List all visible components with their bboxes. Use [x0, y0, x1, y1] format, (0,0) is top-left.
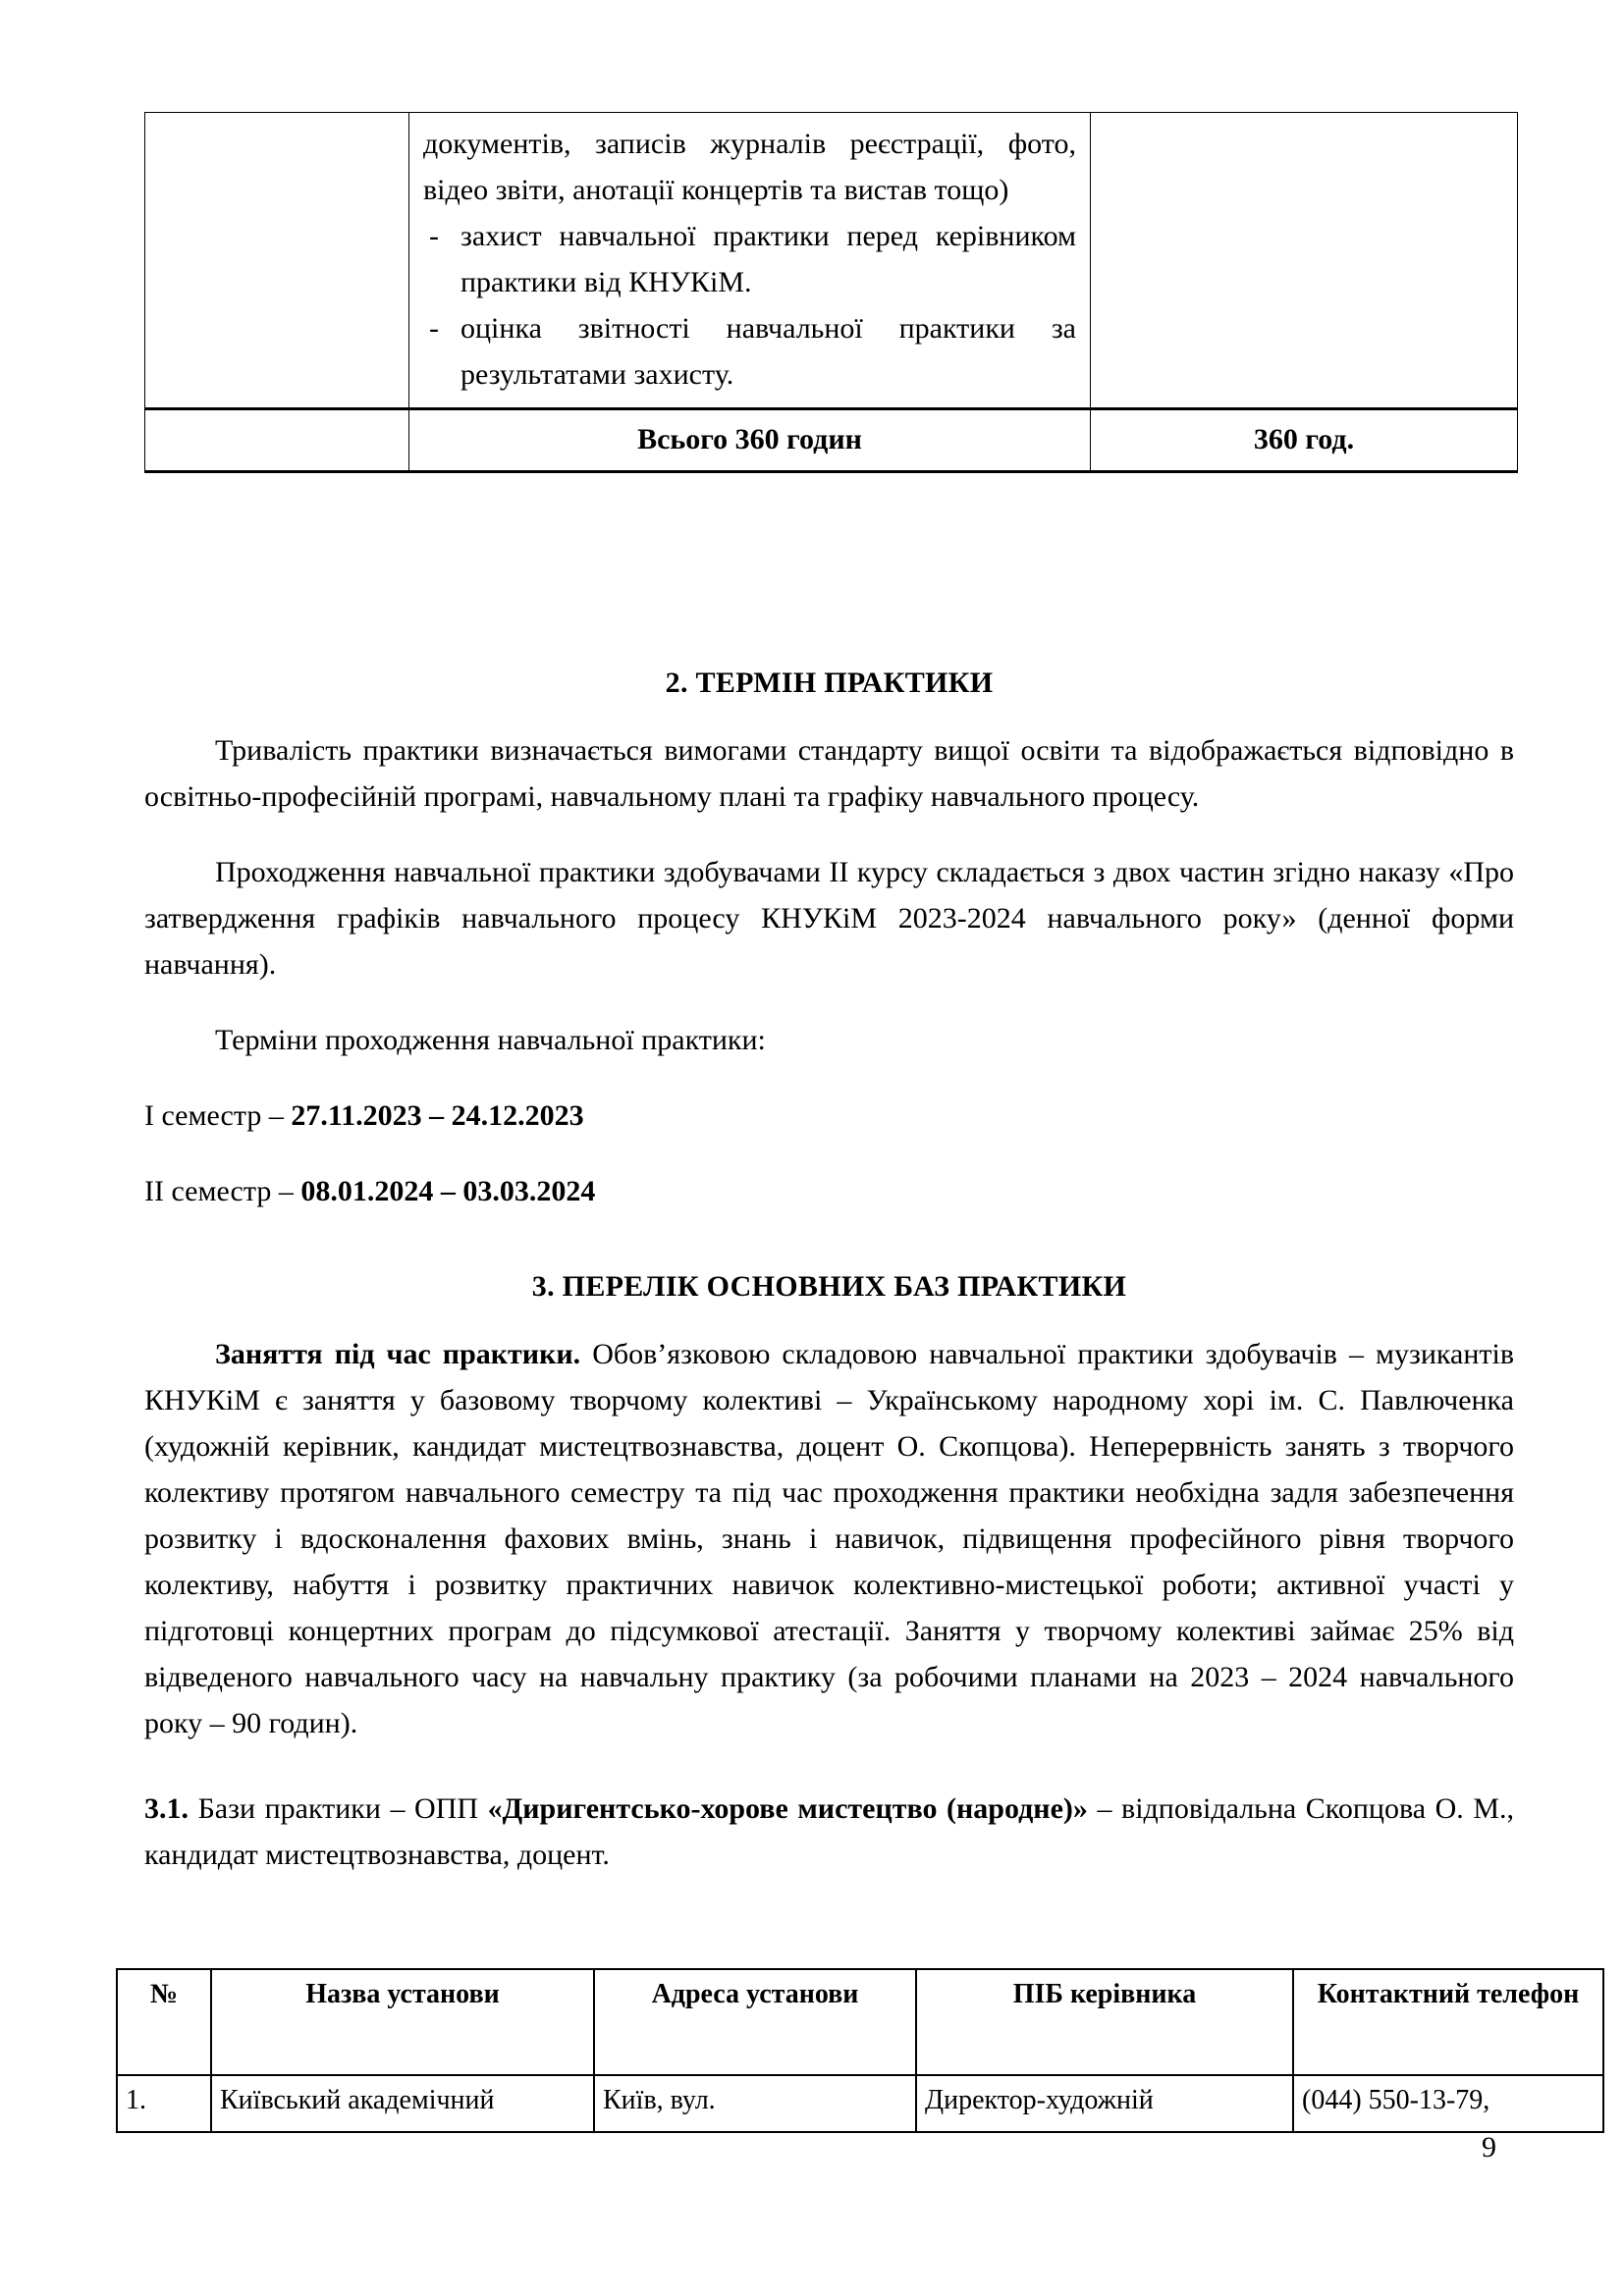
cell-supervisor-name: Директор-художній [916, 2075, 1293, 2132]
content-lead-text: документів, записів журналів реєстрації, фото, відео звіти, анотації концертів та вистав тощо) [423, 128, 1076, 206]
section-2-paragraph-1: Тривалість практики визначається вимогами стандарту вищої освіти та відображається відповідно в освітньо-професійній програмі, навчальному плані та графіку навчального процесу. [144, 734, 1514, 813]
term-semester-1-dates: 27.11.2023 – 24.12.2023 [291, 1099, 584, 1132]
table-header-row [117, 1969, 1603, 2075]
page-number: 9 [1482, 2131, 1496, 2163]
list-item: - оцінка звітності навчальної практики за результатами захисту. [423, 305, 1076, 398]
cell-institution-name: Київський академічний [211, 2075, 594, 2132]
subsection-3-1-text-after: – відповідальна Скопцова О. М., кандидат мистецтвознавства, доцент. [144, 1792, 1514, 1871]
term-semester-2-label: ІІ семестр – [144, 1175, 301, 1207]
total-label: Всього 360 годин [409, 409, 1091, 472]
section-2-paragraph-2: Проходження навчальної практики здобувачами ІІ курсу складається з двох частин згідно наказу «Про затвердження графіків навчального процесу КНУКіМ 2023-2024 навчального року» (денної форми навчання). [144, 856, 1514, 981]
subsection-3-1 [144, 1786, 1514, 1878]
term-semester-2-dates: 08.01.2024 – 03.03.2024 [300, 1175, 596, 1207]
subsection-3-1-program-title: «Диригентсько-хорове мистецтво (народне)» [487, 1792, 1088, 1825]
cell-contact-phone: (044) 550-13-79, [1293, 2075, 1603, 2132]
section-2-paragraph-3: Терміни проходження навчальної практики: [215, 1024, 766, 1056]
term-semester-1 [144, 1093, 1514, 1139]
subsection-3-1-number: 3.1. [144, 1792, 189, 1825]
subsection-3-1-text-before: Бази практики – ОПП [189, 1792, 488, 1825]
table-row [117, 2075, 1603, 2132]
cell-number: 1. [117, 2075, 211, 2132]
column-header-institution-address: Адреса установи [594, 1969, 916, 2075]
list-item: - захист навчальної практики перед керівником практики від КНУКіМ. [423, 213, 1076, 305]
term-semester-2 [144, 1168, 1514, 1214]
section-3-heading: 3. ПЕРЕЛІК ОСНОВНИХ БАЗ ПРАКТИКИ [531, 1270, 1127, 1303]
column-header-number: № [117, 1969, 211, 2075]
cell-institution-address: Київ, вул. [594, 2075, 916, 2132]
section-3-body-text: Обов’язковою складовою навчальної практики здобувачів – музикантів КНУКіМ є заняття у базовому творчому колективі – Українському народному хорі ім. С. Павлюченка (художній керівник, кандидат мистецтвознавства, доцент О. Скопцова). Неперервність занять з творчого колективу протягом навчального семестру та під час проходження практики необхідна задля забезпечення розвитку і вдосконалення фахових вмінь, знань і навичок, підвищення професійного рівня творчого колективу, набуття і розвитку практичних навичок колективно-мистецької роботи; активної участі у підготовці концертних програм до підсумкової атестації. Заняття у творчому колективі займає 25% від відведеного навчального часу на навчальну практику (за робочими планами на 2023 – 2024 навчального року – 90 годин). [144, 1338, 1514, 1739]
column-header-supervisor-name: ПІБ керівника [916, 1969, 1293, 2075]
document-body [144, 0, 1514, 1907]
column-header-contact-phone: Контактний телефон [1293, 1969, 1603, 2075]
total-hours: 360 год. [1091, 409, 1518, 472]
section-2-heading: 2. ТЕРМІН ПРАКТИКИ [665, 667, 994, 699]
column-header-institution-name: Назва установи [211, 1969, 594, 2075]
practice-bases-table [116, 1968, 1604, 2133]
section-3-paragraph [144, 1331, 1514, 1746]
section-3-lead-phrase: Заняття під час практики. [215, 1338, 581, 1370]
term-semester-1-label: І семестр – [144, 1099, 292, 1132]
